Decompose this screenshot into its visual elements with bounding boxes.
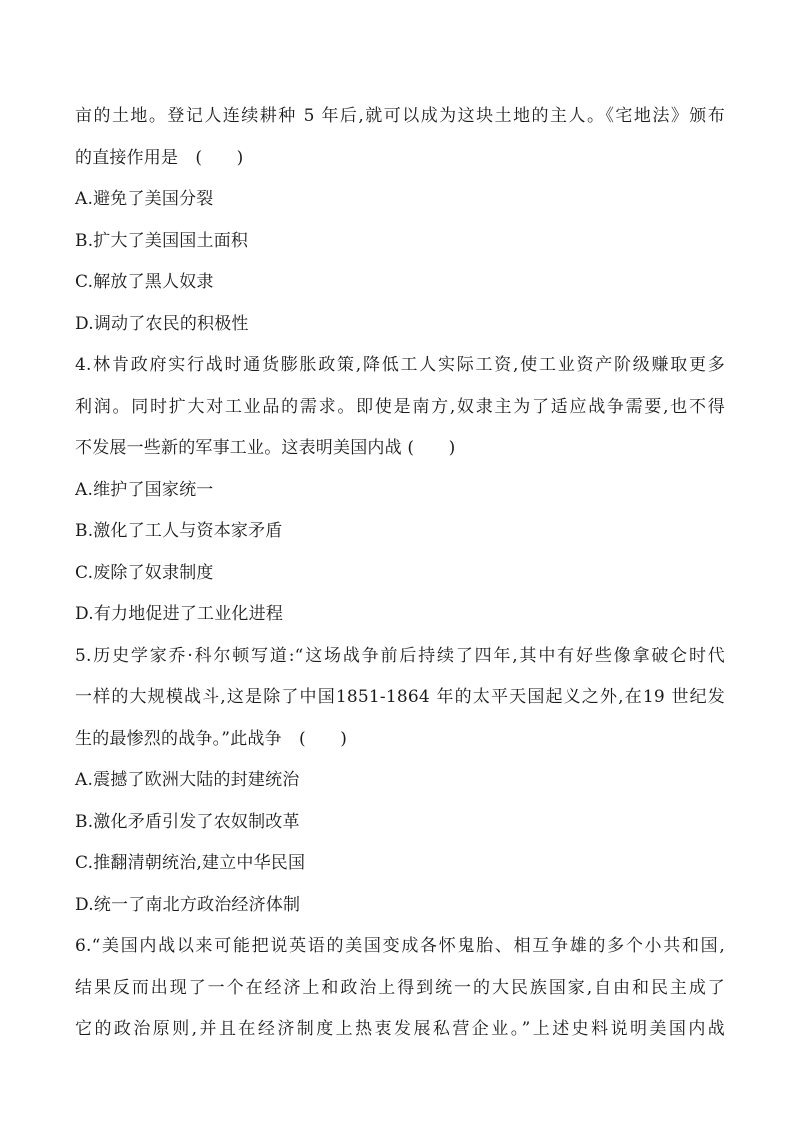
text-line: 它的政治原则,并且在经济制度上热衷发展私营企业。”上述史料说明美国内战 [75,1019,725,1039]
option-line: D.有力地促进了工业化进程 [75,604,284,624]
option-line: B.激化矛盾引发了农奴制改革 [75,811,300,832]
document-page [75,96,725,1051]
text-line: 结果反而出现了一个在经济上和政治上得到统一的大民族国家,自由和民主成了 [75,977,725,998]
question-line: 6.“美国内战以来可能把说英语的美国变成各怀鬼胎、相互争雄的多个小共和国, [75,936,725,956]
option-line: A.维护了国家统一 [75,479,214,500]
option-line: B.扩大了美国国土面积 [75,230,249,251]
text-line: 一样的大规模战斗,这是除了中国1851-1864 年的太平天国起义之外,在19 世纪发 [75,687,725,707]
option-line: A.震撼了欧洲大陆的封建统治 [75,770,300,790]
text-line: 利润。同时扩大对工业品的需求。即使是南方,奴隶主为了适应战争需要,也不得 [75,396,725,417]
option-line: C.解放了黑人奴隶 [75,272,214,292]
question-line: 4.林肯政府实行战时通货膨胀政策,降低工人实际工资,使工业资产阶级赚取更多 [75,355,725,375]
option-line: D.调动了农民的积极性 [75,313,249,334]
text-line: 亩的土地。登记人连续耕种 5 年后,就可以成为这块土地的主人。《宅地法》颁布 [75,106,725,126]
option-line: C.废除了奴隶制度 [75,562,214,583]
option-line: B.激化了工人与资本家矛盾 [75,521,283,541]
text-line: 的直接作用是 ( ) [75,147,244,168]
option-line: C.推翻清朝统治,建立中华民国 [75,853,306,873]
text-line: 生的最惨烈的战争。”此战争 ( ) [75,728,348,749]
text-line: 不发展一些新的军事工业。这表明美国内战 ( ) [75,438,456,458]
option-line: A.避免了美国分裂 [75,189,214,209]
question-line: 5.历史学家乔·科尔顿写道:“这场战争前后持续了四年,其中有好些像拿破仑时代 [75,645,725,666]
option-line: D.统一了南北方政治经济体制 [75,894,301,915]
